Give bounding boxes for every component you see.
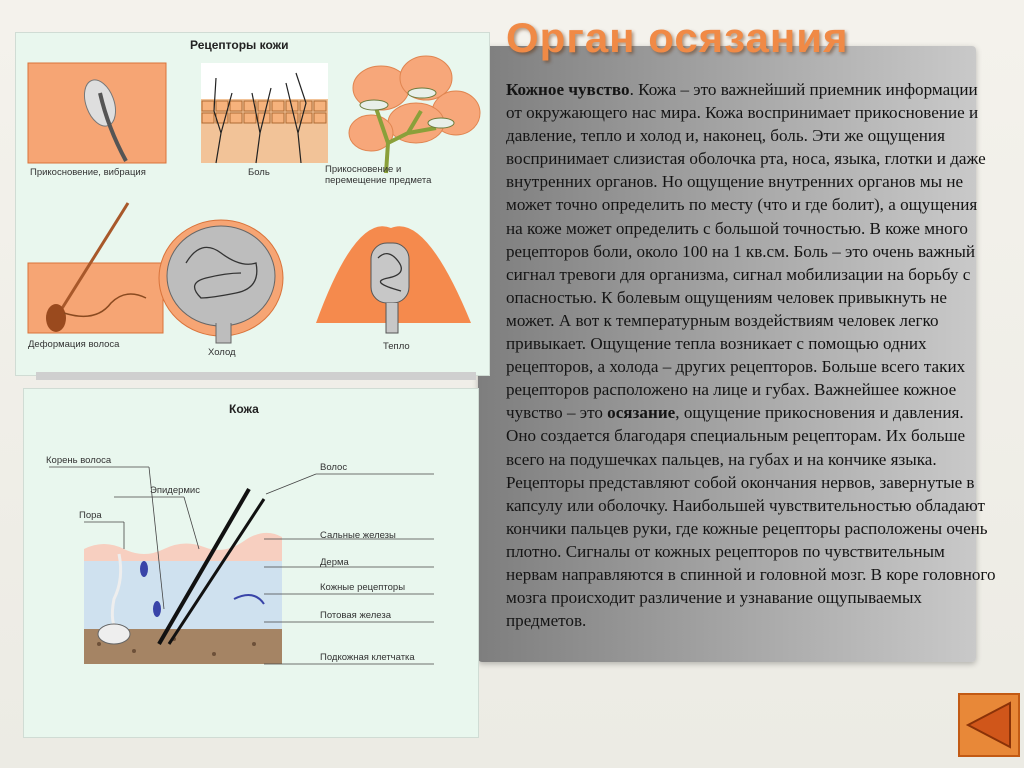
skin-illustration [24,389,478,737]
body-text-part-2: , ощущение прикосновения и давления. Оно создается благодаря специальным рецепторам. Их больше всего на подушечках пальцев, на губах и на кончике языка. Рецепторы представляют собой окончания нервов, завернутые в капсулу или оболочку. Наибольшей чувствительностью обладают кончики пальцев руки, где кожные рецепторы расположены очень плотно. Сигналы от кожных рецепторов по чувствительным нервам направляются в спинной и головной мозг. В коре головного мозга происходит различение и узнавание ощупываемых предметов. [506,403,996,631]
caption-touch-vibration: Прикосновение, вибрация [30,167,146,178]
receptors-illustration [16,33,489,375]
caption-pain: Боль [248,167,270,178]
caption-heat: Тепло [383,341,410,352]
slide-body-text [506,78,996,632]
body-text-part-1: . Кожа – это важнейший приемник информации от окружающего нас мира. Кожа воспринимает прикосновение и давление, тепло и холод и, наконец, боль. Эти же ощущения воспринимает слизистая оболочка рта, носа, языка, глотки и даже внутренних органов. Но ощущение внутренних органов мы не может точно определить по месту (что и где болит), а ощущения на коже может определить с большой точностью. В коже много рецепторов боли, около 100 на 1 кв.см. Боль – это очень важный сигнал тревоги для организма, сигнал мобилизации на борьбу с опасностью. К болевым ощущениям человек привыкнуть не может. А вот к температурным воздействиям человек легко привыкает. Ощущение тепла возникает с помощью одних рецепторов, а холода – других рецепторов. Больше всего таких рецепторов расположено на лице и губах. Важнейшее кожное чувство – это [506,80,986,423]
term-skin-sense: Кожное чувство [506,80,630,99]
label-hair-root: Корень волоса [46,455,112,466]
caption-touch-movement: Прикосновение и перемещение предмета [325,164,432,186]
skin-figure-title: Кожа [229,402,259,416]
label-sweat-gland: Потовая железа [320,610,392,621]
skin-figure [24,389,478,737]
caption-cold: Холод [208,347,236,358]
label-hair: Волос [320,462,348,473]
receptors-figure-title: Рецепторы кожи [190,38,289,52]
label-subcutaneous: Подкожная клетчатка [320,652,415,663]
caption-hair-deformation: Деформация волоса [28,339,120,350]
label-dermis: Дерма [320,557,349,568]
figure-divider [36,372,476,380]
receptors-figure [16,33,489,375]
label-pore: Пора [79,510,102,521]
term-touch: осязание [607,403,676,423]
slide-title: Орган осязания [506,14,849,61]
back-button[interactable] [958,693,1020,757]
triangle-left-icon [960,695,1018,755]
label-epidermis: Эпидермис [150,485,200,496]
label-sebaceous: Сальные железы [320,530,396,541]
label-skin-receptors: Кожные рецепторы [320,582,406,593]
